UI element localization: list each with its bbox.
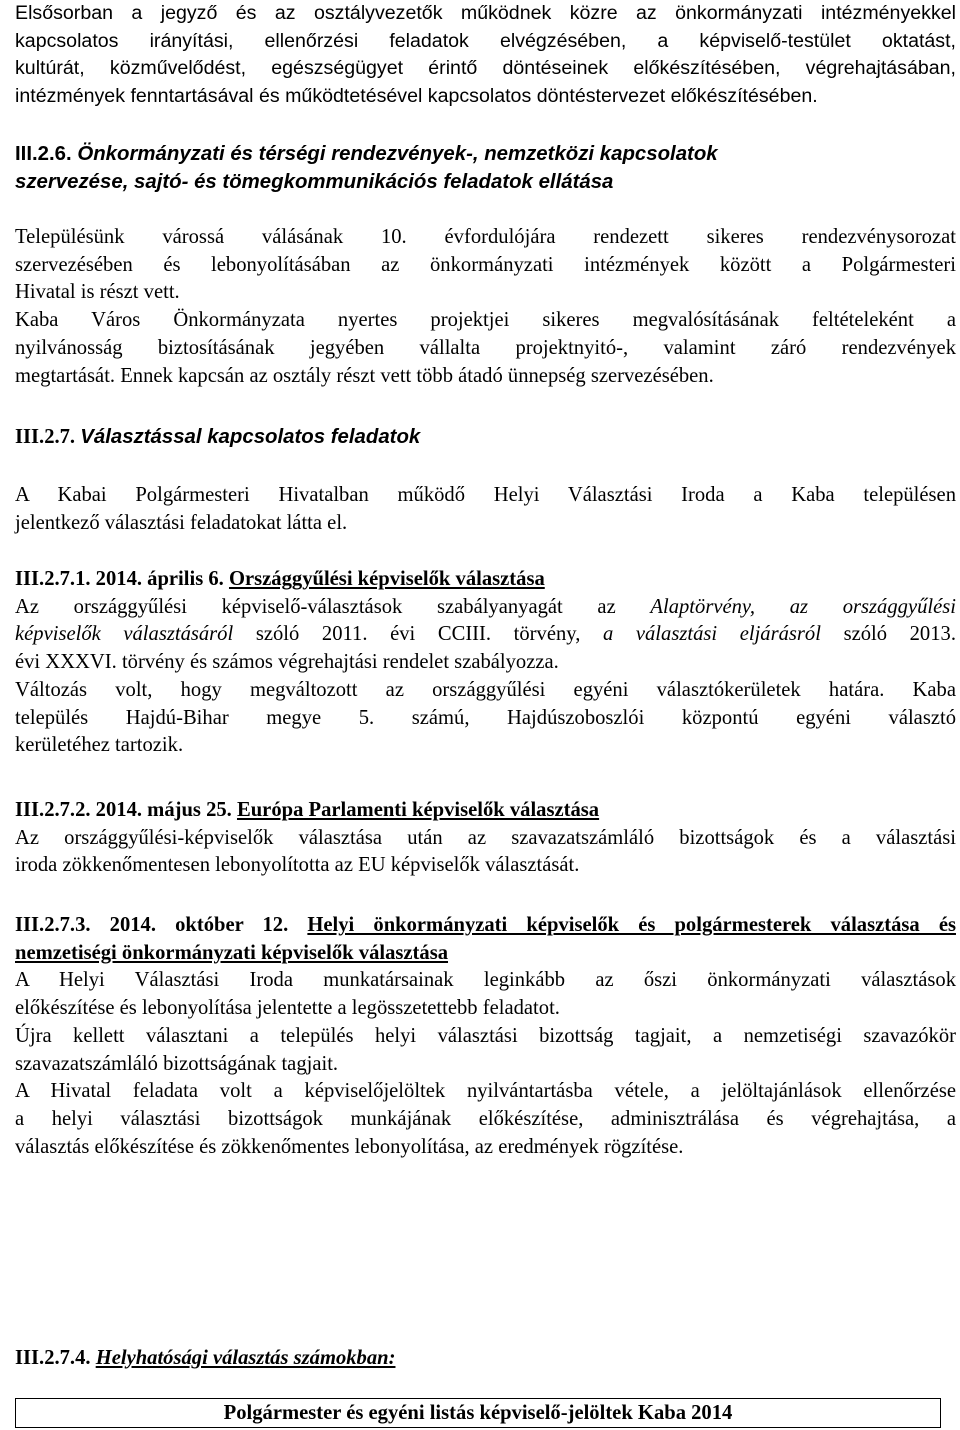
subsection-heading — [15, 912, 956, 940]
subsection-3272 — [15, 797, 956, 880]
section-326-body — [15, 224, 956, 390]
intro-line: kultúrát, közművelődést, egészségügyet érintő döntéseinek előkészítésében, végrehajtásában, — [15, 57, 956, 80]
text-line: a helyi választási bizottságok munkájának előkészítése, adminisztrálása és végrehajtása, a — [15, 1107, 956, 1130]
text-line: Hivatal is részt vett. — [15, 281, 180, 304]
text-span-italic: a választási eljárásról — [602, 623, 821, 646]
subsection-date: III.2.7.1. 2014. április 6. — [15, 568, 224, 590]
subsection-title: Európa Parlamenti képviselők választása — [236, 799, 600, 821]
document-page — [15, 0, 956, 1430]
section-number: III.2.6. — [15, 143, 72, 165]
section-heading-327 — [15, 424, 956, 452]
intro-line: kapcsolatos irányítási, ellenőrzési feladatok elvégzésében, a képviselő-testület oktatást, — [15, 29, 956, 52]
subsection-title: Országgyűlési képviselők választása — [228, 568, 545, 590]
text-line: Kaba Város Önkormányzata nyertes projektjei sikeres megvalósításának feltételeként a — [15, 309, 956, 332]
text-line: szervezésében és lebonyolításában az önkormányzati intézmények között a Polgármesteri — [15, 253, 956, 276]
section-title-line — [15, 141, 956, 169]
text-line: A Kabai Polgármesteri Hivatalban működő Helyi Választási Iroda a Kaba településen — [15, 484, 956, 506]
text-span-italic: Alaptörvény, az országgyűlési — [650, 595, 956, 618]
text-span: szóló 2013. — [843, 623, 956, 646]
intro-paragraph — [15, 0, 956, 111]
subsection-heading — [15, 566, 956, 594]
subsection-date: III.2.7.3. 2014. október 12. — [15, 914, 289, 936]
section-number: III.2.7. — [15, 426, 76, 448]
text-line: évi XXXVI. törvény és számos végrehajtási rendelet szabályozza. — [15, 651, 559, 674]
text-line — [15, 621, 956, 649]
subsection-3271 — [15, 566, 956, 760]
subsection-date: III.2.7.2. 2014. május 25. — [15, 799, 232, 821]
text-span: szóló 2011. évi CCIII. törvény, — [255, 623, 581, 646]
text-line: A Helyi Választási Iroda munkatársainak leginkább az őszi önkormányzati választások — [15, 969, 956, 992]
text-line: A Hivatal feladata volt a képviselőjelöltek nyilvántartásba vétele, a jelöltajánlások ellenőrzése — [15, 1080, 956, 1103]
text-line: kerületéhez tartozik. — [15, 734, 184, 757]
section-title-line — [15, 424, 956, 452]
text-line: Újra kellett választani a település helyi választási bizottság tagjait, a nemzetiségi szavazókör — [15, 1024, 956, 1047]
subsection-3274 — [15, 1345, 956, 1373]
subsection-title: Helyhatósági választás számokban: — [95, 1347, 396, 1369]
text-line: megtartását. Ennek kapcsán az osztály részt vett több átadó ünnepség szervezésében. — [15, 364, 714, 387]
section-heading-326 — [15, 141, 956, 196]
text-line: előkészítése és lebonyolítása jelentette a legösszetettebb feladatot. — [15, 997, 560, 1020]
subsection-heading — [15, 940, 956, 968]
text-line: iroda zökkenőmentesen lebonyolította az EU képviselők választását. — [15, 854, 580, 877]
section-title: Választással kapcsolatos feladatok — [80, 426, 421, 448]
subsection-heading — [15, 797, 956, 825]
subsection-3273 — [15, 912, 956, 1161]
text-line — [15, 594, 956, 622]
text-line: választás előkészítése és zökkenőmentes lebonyolítása, az eredmények rögzítése. — [15, 1135, 684, 1158]
text-span-italic: képviselők választásáról — [15, 623, 234, 646]
intro-line: Elsősorban a jegyző és az osztályvezetők működnek közre az önkormányzati intézményekkel — [15, 2, 956, 24]
text-line: szavazatszámláló bizottságának tagjait. — [15, 1052, 339, 1075]
subsection-number: III.2.7.4. — [15, 1347, 91, 1369]
text-line: nyilvánosság biztosításának jegyében vállalta projektnyitó-, valamint záró rendezvények — [15, 336, 956, 359]
subsection-title: nemzetiségi önkormányzati képviselők választása — [15, 941, 449, 964]
section-327-body — [15, 482, 956, 537]
section-title-line: szervezése, sajtó- és tömegkommunikációs feladatok ellátása — [15, 170, 614, 193]
text-line: jelentkező választási feladatokat látta el. — [15, 511, 348, 534]
subsection-title: Helyi önkormányzati képviselők és polgármesterek választása és — [307, 914, 956, 936]
table-caption-box — [15, 1398, 941, 1428]
text-span: Az országgyűlési képviselő-választások szabályanyagát az — [15, 595, 616, 618]
table-caption: Polgármester és egyéni listás képviselő-jelöltek Kaba 2014 — [223, 1402, 733, 1424]
text-line: Településünk várossá válásának 10. évfordulójára rendezett sikeres rendezvénysorozat — [15, 226, 956, 248]
text-line: település Hajdú-Bihar megye 5. számú, Hajdúszoboszlói központú egyéni választó — [15, 706, 956, 729]
text-line: Az országgyűlési-képviselők választása után az szavazatszámláló bizottságok és a választási — [15, 826, 956, 849]
intro-line: intézmények fenntartásával és működtetésével kapcsolatos döntéstervezet előkészítésében. — [15, 85, 818, 108]
subsection-heading — [15, 1345, 956, 1373]
text-line: Változás volt, hogy megváltozott az országgyűlési egyéni választókerületek határa. Kaba — [15, 678, 956, 701]
section-title: Önkormányzati és térségi rendezvények-, nemzetközi kapcsolatok — [77, 143, 718, 165]
